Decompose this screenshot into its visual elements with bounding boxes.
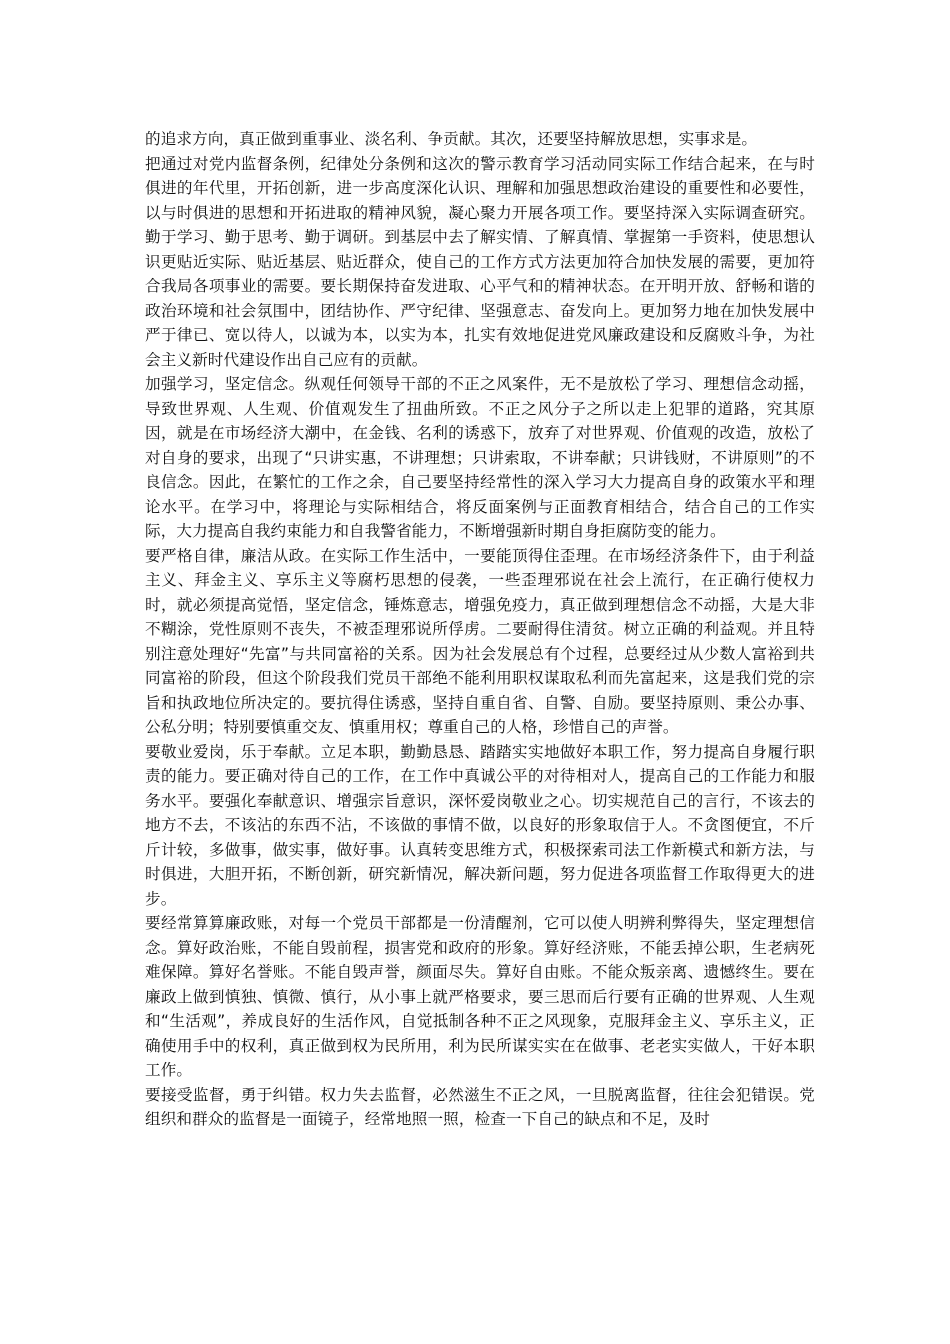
paragraph-1: 的追求方向，真正做到重事业、淡名利、争贡献。其次，还要坚持解放思想，实事求是。	[145, 130, 758, 148]
paragraph-7: 要接受监督，勇于纠错。权力失去监督，必然滋生不正之风，一旦脱离监督，往往会犯错误。党组织和群众的监督是一面镜子，经常地照一照，检查一下自己的缺点和不足，及时	[145, 1085, 815, 1128]
paragraph-4: 要严格自律，廉洁从政。在实际工作生活中，一要能顶得住歪理。在市场经济条件下，由于利益主义、拜金主义、享乐主义等腐朽思想的侵袭，一些歪理邪说在社会上流行，在正确行使权力时，就必须提高觉悟，坚定信念，锤炼意志，增强免疫力，真正做到理想信念不动摇，大是大非不糊涂，党性原则不丧失，不被歪理邪说所俘虏。二要耐得住清贫。树立正确的利益观。并且特别注意处理好“先富”与共同富裕的关系。因为社会发展总有个过程，总要经过从少数人富裕到共同富裕的阶段，但这个阶段我们党员干部绝不能利用职权谋取私利而先富起来，这是我们党的宗旨和执政地位所决定的。要抗得住诱惑，坚持自重自省、自警、自励。要坚持原则、秉公办事、公私分明；特别要慎重交友、慎重用权；尊重自己的人格，珍惜自己的声誉。	[145, 546, 815, 736]
paragraph-2: 把通过对党内监督条例，纪律处分条例和这次的警示教育学习活动同实际工作结合起来，在与时俱进的年代里，开拓创新，进一步高度深化认识、理解和加强思想政治建设的重要性和必要性，以与时俱进的思想和开拓进取的精神风貌，凝心聚力开展各项工作。要坚持深入实际调查研究。勤于学习、勤于思考、勤于调研。到基层中去了解实情、了解真情、掌握第一手资料，使思想认识更贴近实际、贴近基层、贴近群众，使自己的工作方式方法更加符合加快发展的需要，更加符合我局各项事业的需要。要长期保持奋发进取、心平气和的精神状态。在开明开放、舒畅和谐的政治环境和社会氛围中，团结协作、严守纪律、坚强意志、奋发向上。更加努力地在加快发展中严于律已、宽以待人，以诚为本，以实为本，扎实有效地促进党风廉政建设和反腐败斗争，为社会主义新时代建设作出自己应有的贡献。	[145, 154, 815, 369]
paragraph-5: 要敬业爱岗，乐于奉献。立足本职，勤勤恳恳、踏踏实实地做好本职工作，努力提高自身履行职责的能力。要正确对待自己的工作，在工作中真诚公平的对待相对人，提高自己的工作能力和服务水平。要强化奉献意识、增强宗旨意识，深怀爱岗敬业之心。切实规范自己的言行，不该去的地方不去，不该沾的东西不沾，不该做的事情不做，以良好的形象取信于人。不贪图便宜，不斤斤计较，多做事，做实事，做好事。认真转变思维方式，积极探索司法工作新模式和新方法，与时俱进，大胆开拓，不断创新，研究新情况，解决新问题，努力促进各项监督工作取得更大的进步。	[145, 742, 815, 908]
paragraph-6: 要经常算算廉政账，对每一个党员干部都是一份清醒剂，它可以使人明辨利弊得失，坚定理想信念。算好政治账，不能自毁前程，损害党和政府的形象。算好经济账，不能丢掉公职，生老病死难保障。算好名誉账。不能自毁声誉，颜面尽失。算好自由账。不能众叛亲离、遗憾终生。要在廉政上做到慎独、慎微、慎行，从小事上就严格要求，要三思而后行要有正确的世界观、人生观和“生活观”，养成良好的生活作风，自觉抵制各种不正之风现象，克服拜金主义、享乐主义，正确使用手中的权利，真正做到权为民所用，利为民所谋实实在在做事、老老实实做人，干好本职工作。	[145, 914, 815, 1079]
document-body	[145, 127, 815, 1132]
paragraph-3: 加强学习，坚定信念。纵观任何领导干部的不正之风案件，无不是放松了学习、理想信念动摇，导致世界观、人生观、价值观发生了扭曲所致。不正之风分子之所以走上犯罪的道路，究其原因，就是在市场经济大潮中，在金钱、名利的诱惑下，放弃了对世界观、价值观的改造，放松了对自身的要求，出现了“只讲实惠，不讲理想；只讲索取，不讲奉献；只讲钱财，不讲原则”的不良信念。因此，在繁忙的工作之余，自己要坚持经常性的深入学习大力提高自身的政策水平和理论水平。在学习中，将理论与实际相结合，将反面案例与正面教育相结合，结合自己的工作实际，大力提高自我约束能力和自我警省能力，不断增强新时期自身拒腐防变的能力。	[145, 375, 815, 540]
